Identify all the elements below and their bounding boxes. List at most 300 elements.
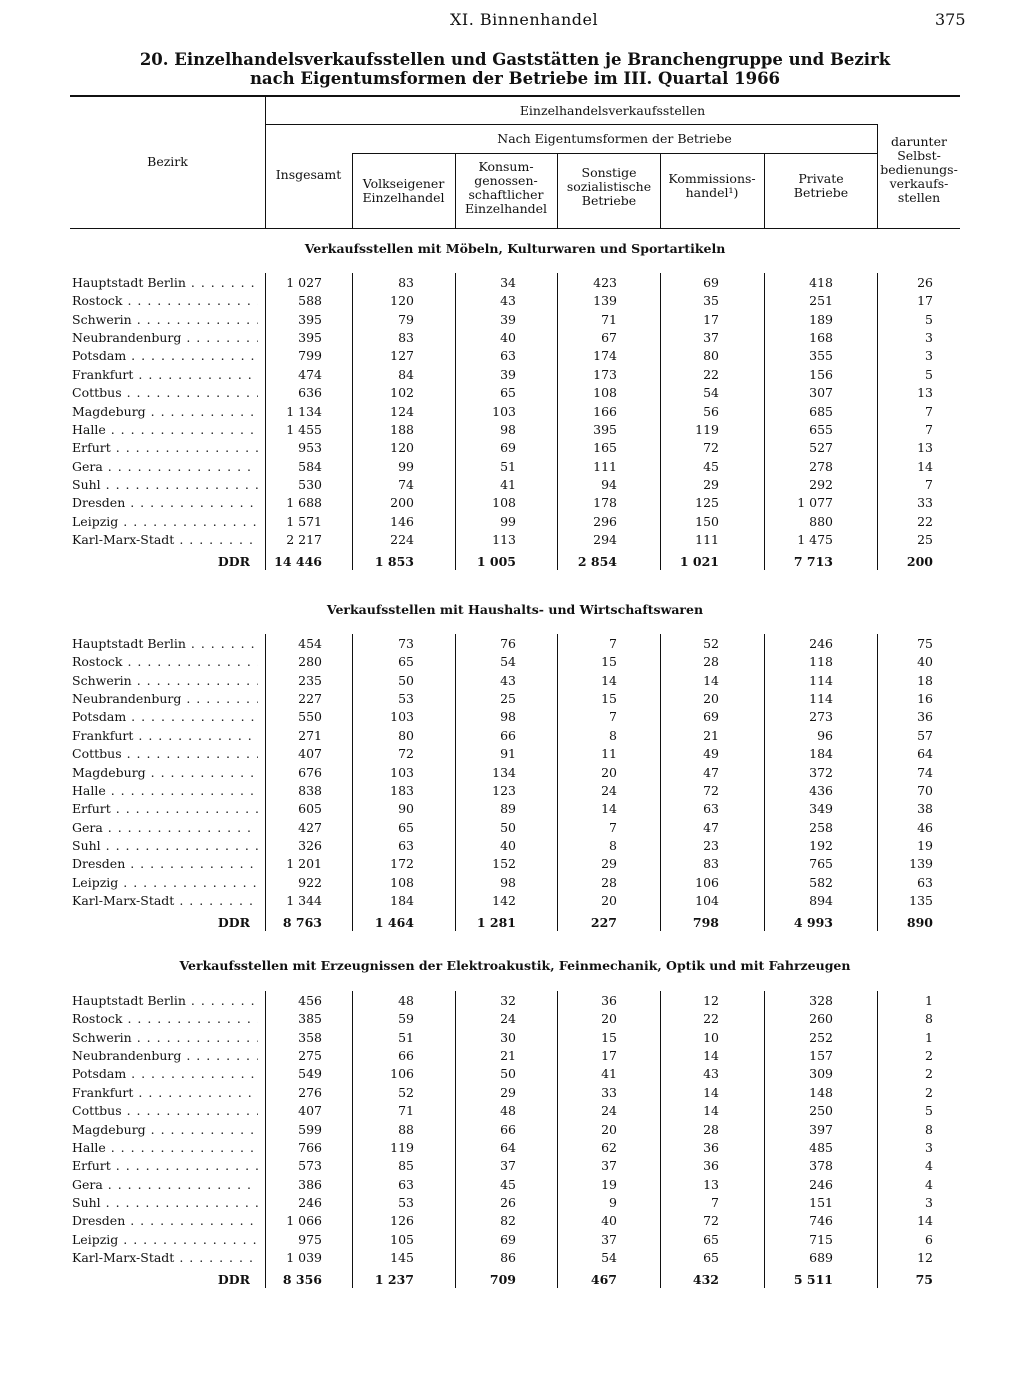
value-cell: 14	[703, 1048, 719, 1063]
value-cell: 111	[695, 531, 719, 547]
value-cell: 98	[500, 874, 516, 890]
value-cell: 7	[609, 709, 617, 725]
table-row	[70, 1030, 960, 1048]
value-cell: 599	[298, 1121, 322, 1137]
value-cell: 43	[500, 293, 516, 309]
value-cell: 922	[298, 874, 322, 890]
value-cell: 90	[398, 801, 414, 817]
value-cell: 65	[703, 1249, 719, 1265]
table-row	[70, 385, 960, 403]
value-cell: 184	[809, 746, 833, 762]
value-cell: 174	[593, 348, 617, 364]
total-row	[70, 1272, 960, 1290]
table-row	[70, 330, 960, 348]
value-cell: 1 455	[286, 421, 322, 437]
bezirk-name: Potsdam . . .	[72, 1066, 258, 1081]
header-col-volk: Volkseigener Einzelhandel	[362, 176, 445, 205]
value-cell: 7	[925, 421, 933, 437]
table-row	[70, 820, 960, 838]
value-cell: 69	[500, 1231, 516, 1247]
value-cell: 20	[703, 691, 719, 706]
value-cell: 456	[298, 993, 322, 1008]
value-cell: 22	[917, 513, 933, 529]
value-cell: 178	[593, 495, 617, 511]
value-cell: 53	[398, 1194, 414, 1210]
value-cell: 66	[500, 727, 516, 743]
value-cell: 746	[809, 1213, 833, 1229]
value-cell: 2	[925, 1048, 933, 1063]
value-cell: 45	[703, 458, 719, 474]
bezirk-name: Frankfurt . . .	[72, 728, 258, 743]
value-cell: 72	[703, 440, 719, 456]
value-cell: 766	[298, 1139, 322, 1155]
value-cell: 7	[925, 403, 933, 419]
value-cell: 36	[703, 1158, 719, 1174]
value-cell: 150	[695, 513, 719, 529]
value-cell: 69	[500, 440, 516, 456]
value-cell: 292	[809, 476, 833, 492]
value-cell: 47	[703, 819, 719, 835]
value-cell: 24	[601, 782, 617, 798]
bezirk-name: Gera . . .	[72, 459, 258, 474]
value-cell: 436	[809, 782, 833, 798]
value-cell: 235	[298, 672, 322, 688]
value-cell: 108	[593, 385, 617, 401]
value-cell: 358	[298, 1029, 322, 1045]
value-cell: 200	[906, 553, 933, 569]
value-cell: 120	[390, 293, 414, 309]
value-cell: 119	[390, 1139, 414, 1155]
value-cell: 3	[925, 1139, 933, 1155]
value-cell: 395	[298, 311, 322, 327]
value-cell: 467	[590, 1271, 617, 1287]
value-cell: 29	[703, 476, 719, 492]
value-cell: 28	[703, 1121, 719, 1137]
header-vline	[352, 153, 353, 228]
value-cell: 20	[601, 892, 617, 908]
bezirk-name: Hauptstadt Berlin . . .	[72, 275, 258, 290]
value-cell: 530	[298, 476, 322, 492]
bezirk-name: Leipzig . . .	[72, 514, 258, 529]
bezirk-name: Potsdam . . .	[72, 709, 258, 724]
value-cell: 11	[601, 746, 617, 762]
value-cell: 166	[593, 403, 617, 419]
table-row	[70, 893, 960, 911]
value-cell: 19	[601, 1176, 617, 1192]
value-cell: 33	[601, 1084, 617, 1100]
value-cell: 8 763	[282, 914, 322, 930]
value-cell: 113	[492, 531, 516, 547]
value-cell: 582	[809, 874, 833, 890]
value-cell: 12	[703, 993, 719, 1008]
value-cell: 65	[398, 819, 414, 835]
value-cell: 7 713	[793, 553, 833, 569]
value-cell: 22	[703, 366, 719, 382]
value-cell: 685	[809, 403, 833, 419]
group-rule	[265, 124, 877, 125]
value-cell: 63	[917, 874, 933, 890]
value-cell: 96	[817, 727, 833, 743]
header-subgroup: Nach Eigentumsformen der Betriebe	[497, 131, 732, 146]
table-row	[70, 1066, 960, 1084]
value-cell: 74	[398, 476, 414, 492]
value-cell: 689	[809, 1249, 833, 1265]
header-vline	[660, 153, 661, 228]
value-cell: 2	[925, 1066, 933, 1082]
value-cell: 91	[500, 746, 516, 762]
table-row	[70, 1232, 960, 1250]
value-cell: 14	[703, 1084, 719, 1100]
value-cell: 103	[390, 709, 414, 725]
value-cell: 14 446	[274, 553, 322, 569]
value-cell: 192	[809, 837, 833, 853]
bezirk-name: Suhl . . .	[72, 1195, 258, 1210]
value-cell: 74	[917, 764, 933, 780]
bezirk-name: Hauptstadt Berlin . . .	[72, 993, 258, 1008]
bezirk-name: Rostock . . .	[72, 654, 258, 669]
table-row	[70, 875, 960, 893]
value-cell: 326	[298, 837, 322, 853]
value-cell: 474	[298, 366, 322, 382]
value-cell: 39	[500, 366, 516, 382]
value-cell: 275	[298, 1048, 322, 1063]
bezirk-name: Dresden . . .	[72, 1213, 258, 1228]
value-cell: 123	[492, 782, 516, 798]
value-cell: 23	[703, 837, 719, 853]
header-col-sonst: Sonstige sozialistische Betriebe	[566, 165, 652, 208]
value-cell: 48	[500, 1103, 516, 1119]
value-cell: 1	[925, 993, 933, 1008]
value-cell: 3	[925, 1194, 933, 1210]
value-cell: 14	[703, 672, 719, 688]
table-row	[70, 422, 960, 440]
value-cell: 8	[925, 1011, 933, 1027]
header-bottom-rule	[70, 228, 960, 229]
value-cell: 1 853	[374, 553, 414, 569]
value-cell: 395	[298, 330, 322, 346]
value-cell: 328	[809, 993, 833, 1008]
table-row	[70, 636, 960, 654]
value-cell: 21	[500, 1048, 516, 1063]
bezirk-name: Karl-Marx-Stadt . . .	[72, 532, 258, 547]
value-cell: 349	[809, 801, 833, 817]
bezirk-name: Dresden . . .	[72, 856, 258, 871]
value-cell: 71	[601, 311, 617, 327]
value-cell: 15	[601, 691, 617, 706]
value-cell: 22	[703, 1011, 719, 1027]
value-cell: 2 854	[577, 553, 617, 569]
value-cell: 63	[398, 837, 414, 853]
value-cell: 89	[500, 801, 516, 817]
header-vline	[877, 124, 878, 228]
value-cell: 715	[809, 1231, 833, 1247]
value-cell: 41	[601, 1066, 617, 1082]
value-cell: 48	[398, 993, 414, 1008]
bezirk-name: Dresden . . .	[72, 495, 258, 510]
value-cell: 14	[601, 672, 617, 688]
value-cell: 26	[917, 275, 933, 290]
table-row	[70, 367, 960, 385]
bezirk-name: Halle . . .	[72, 783, 258, 798]
value-cell: 69	[703, 275, 719, 290]
value-cell: 1 077	[797, 495, 833, 511]
value-cell: 40	[917, 654, 933, 670]
bezirk-name: Frankfurt . . .	[72, 367, 258, 382]
value-cell: 51	[398, 1029, 414, 1045]
bezirk-name: Cottbus . . .	[72, 385, 258, 400]
value-cell: 72	[703, 782, 719, 798]
value-cell: 34	[500, 275, 516, 290]
value-cell: 7	[711, 1194, 719, 1210]
value-cell: 3	[925, 330, 933, 346]
value-cell: 24	[500, 1011, 516, 1027]
value-cell: 7	[609, 819, 617, 835]
value-cell: 51	[500, 458, 516, 474]
value-cell: 80	[703, 348, 719, 364]
value-cell: 63	[500, 348, 516, 364]
table-row	[70, 495, 960, 513]
value-cell: 1 027	[286, 275, 322, 290]
value-cell: 41	[500, 476, 516, 492]
value-cell: 294	[593, 531, 617, 547]
bezirk-name: Halle . . .	[72, 422, 258, 437]
table-row	[70, 856, 960, 874]
value-cell: 135	[909, 892, 933, 908]
table-row	[70, 459, 960, 477]
value-cell: 15	[601, 1029, 617, 1045]
total-label: DDR	[217, 553, 250, 569]
table-row	[70, 746, 960, 764]
value-cell: 655	[809, 421, 833, 437]
value-cell: 50	[398, 672, 414, 688]
value-cell: 124	[390, 403, 414, 419]
bezirk-name: Halle . . .	[72, 1140, 258, 1155]
value-cell: 139	[593, 293, 617, 309]
bezirk-name: Erfurt . . .	[72, 1158, 258, 1173]
value-cell: 65	[703, 1231, 719, 1247]
value-cell: 19	[917, 837, 933, 853]
total-row	[70, 554, 960, 572]
value-cell: 8	[609, 727, 617, 743]
bezirk-name: Neubrandenburg . . .	[72, 1048, 258, 1063]
value-cell: 550	[298, 709, 322, 725]
value-cell: 407	[298, 746, 322, 762]
table-row	[70, 477, 960, 495]
value-cell: 432	[692, 1271, 719, 1287]
value-cell: 29	[601, 856, 617, 872]
value-cell: 372	[809, 764, 833, 780]
bezirk-name: Neubrandenburg . . .	[72, 691, 258, 706]
bezirk-name: Leipzig . . .	[72, 875, 258, 890]
value-cell: 62	[601, 1139, 617, 1155]
value-cell: 103	[390, 764, 414, 780]
value-cell: 53	[398, 691, 414, 706]
value-cell: 142	[492, 892, 516, 908]
value-cell: 98	[500, 421, 516, 437]
value-cell: 46	[917, 819, 933, 835]
value-cell: 38	[917, 801, 933, 817]
table-row	[70, 1195, 960, 1213]
value-cell: 17	[917, 293, 933, 309]
value-cell: 52	[703, 636, 719, 651]
subgroup-rule	[352, 153, 877, 154]
value-cell: 32	[500, 993, 516, 1008]
value-cell: 2 217	[286, 531, 322, 547]
value-cell: 9	[609, 1194, 617, 1210]
total-row	[70, 915, 960, 933]
value-cell: 127	[390, 348, 414, 364]
value-cell: 250	[809, 1103, 833, 1119]
value-cell: 17	[703, 311, 719, 327]
value-cell: 890	[906, 914, 933, 930]
value-cell: 50	[500, 819, 516, 835]
value-cell: 17	[601, 1048, 617, 1063]
value-cell: 16	[917, 691, 933, 706]
value-cell: 172	[390, 856, 414, 872]
value-cell: 1 475	[797, 531, 833, 547]
value-cell: 40	[601, 1213, 617, 1229]
value-cell: 1 021	[679, 553, 719, 569]
value-cell: 8	[925, 1121, 933, 1137]
bezirk-name: Magdeburg . . .	[72, 765, 258, 780]
value-cell: 355	[809, 348, 833, 364]
value-cell: 549	[298, 1066, 322, 1082]
bezirk-name: Potsdam . . .	[72, 348, 258, 363]
value-cell: 35	[703, 293, 719, 309]
value-cell: 13	[703, 1176, 719, 1192]
value-cell: 33	[917, 495, 933, 511]
value-cell: 258	[809, 819, 833, 835]
value-cell: 67	[601, 330, 617, 346]
value-cell: 14	[703, 1103, 719, 1119]
value-cell: 120	[390, 440, 414, 456]
table-row	[70, 838, 960, 856]
value-cell: 146	[390, 513, 414, 529]
bezirk-name: Magdeburg . . .	[72, 404, 258, 419]
value-cell: 56	[703, 403, 719, 419]
value-cell: 29	[500, 1084, 516, 1100]
value-cell: 66	[398, 1048, 414, 1063]
header-col-selbst: darunter Selbst- bedienungs- verkaufs- stellen	[880, 134, 958, 205]
value-cell: 588	[298, 293, 322, 309]
table-row	[70, 312, 960, 330]
value-cell: 114	[809, 672, 833, 688]
value-cell: 3	[925, 348, 933, 364]
value-cell: 86	[500, 1249, 516, 1265]
value-cell: 145	[390, 1249, 414, 1265]
value-cell: 1 688	[286, 495, 322, 511]
value-cell: 189	[809, 311, 833, 327]
table-row	[70, 654, 960, 672]
value-cell: 5	[925, 311, 933, 327]
value-cell: 1 237	[374, 1271, 414, 1287]
value-cell: 73	[398, 636, 414, 651]
value-cell: 4 993	[793, 914, 833, 930]
table-row	[70, 1177, 960, 1195]
value-cell: 75	[917, 636, 933, 651]
value-cell: 227	[298, 691, 322, 706]
value-cell: 894	[809, 892, 833, 908]
bezirk-name: Schwerin . . .	[72, 673, 258, 688]
value-cell: 21	[703, 727, 719, 743]
value-cell: 246	[809, 636, 833, 651]
bezirk-name: Neubrandenburg . . .	[72, 330, 258, 345]
bezirk-name: Schwerin . . .	[72, 312, 258, 327]
value-cell: 280	[298, 654, 322, 670]
value-cell: 527	[809, 440, 833, 456]
table-title-line2: nach Eigentumsformen der Betriebe im III. Quartal 1966	[249, 69, 781, 88]
value-cell: 260	[809, 1011, 833, 1027]
table-row	[70, 1085, 960, 1103]
value-cell: 454	[298, 636, 322, 651]
value-cell: 36	[703, 1139, 719, 1155]
value-cell: 49	[703, 746, 719, 762]
value-cell: 1 464	[374, 914, 414, 930]
value-cell: 605	[298, 801, 322, 817]
value-cell: 184	[390, 892, 414, 908]
value-cell: 1	[925, 1029, 933, 1045]
running-head	[0, 10, 1024, 34]
table-row	[70, 993, 960, 1011]
table-row	[70, 673, 960, 691]
value-cell: 200	[390, 495, 414, 511]
value-cell: 65	[500, 385, 516, 401]
value-cell: 108	[390, 874, 414, 890]
value-cell: 63	[398, 1176, 414, 1192]
value-cell: 385	[298, 1011, 322, 1027]
bezirk-name: Rostock . . .	[72, 293, 258, 308]
table-row	[70, 514, 960, 532]
value-cell: 59	[398, 1011, 414, 1027]
bezirk-name: Magdeburg . . .	[72, 1122, 258, 1137]
value-cell: 75	[915, 1271, 933, 1287]
value-cell: 156	[809, 366, 833, 382]
value-cell: 880	[809, 513, 833, 529]
value-cell: 85	[398, 1158, 414, 1174]
bezirk-name: Rostock . . .	[72, 1011, 258, 1026]
value-cell: 47	[703, 764, 719, 780]
value-cell: 125	[695, 495, 719, 511]
value-cell: 28	[601, 874, 617, 890]
table-row	[70, 1158, 960, 1176]
value-cell: 72	[398, 746, 414, 762]
value-cell: 18	[917, 672, 933, 688]
value-cell: 273	[809, 709, 833, 725]
value-cell: 82	[500, 1213, 516, 1229]
value-cell: 1 281	[476, 914, 516, 930]
value-cell: 39	[500, 311, 516, 327]
value-cell: 43	[703, 1066, 719, 1082]
value-cell: 709	[489, 1271, 516, 1287]
value-cell: 1 571	[286, 513, 322, 529]
value-cell: 427	[298, 819, 322, 835]
value-cell: 799	[298, 348, 322, 364]
table-row	[70, 275, 960, 293]
value-cell: 28	[703, 654, 719, 670]
value-cell: 54	[601, 1249, 617, 1265]
bezirk-name: Hauptstadt Berlin . . .	[72, 636, 258, 651]
section-title: Verkaufsstellen mit Haushalts- und Wirtschaftswaren	[326, 602, 704, 617]
value-cell: 102	[390, 385, 414, 401]
table-row	[70, 1048, 960, 1066]
header-col-priv: Private Betriebe	[793, 171, 849, 200]
table-row	[70, 532, 960, 550]
value-cell: 296	[593, 513, 617, 529]
value-cell: 64	[917, 746, 933, 762]
value-cell: 173	[593, 366, 617, 382]
value-cell: 246	[809, 1176, 833, 1192]
value-cell: 2	[925, 1084, 933, 1100]
